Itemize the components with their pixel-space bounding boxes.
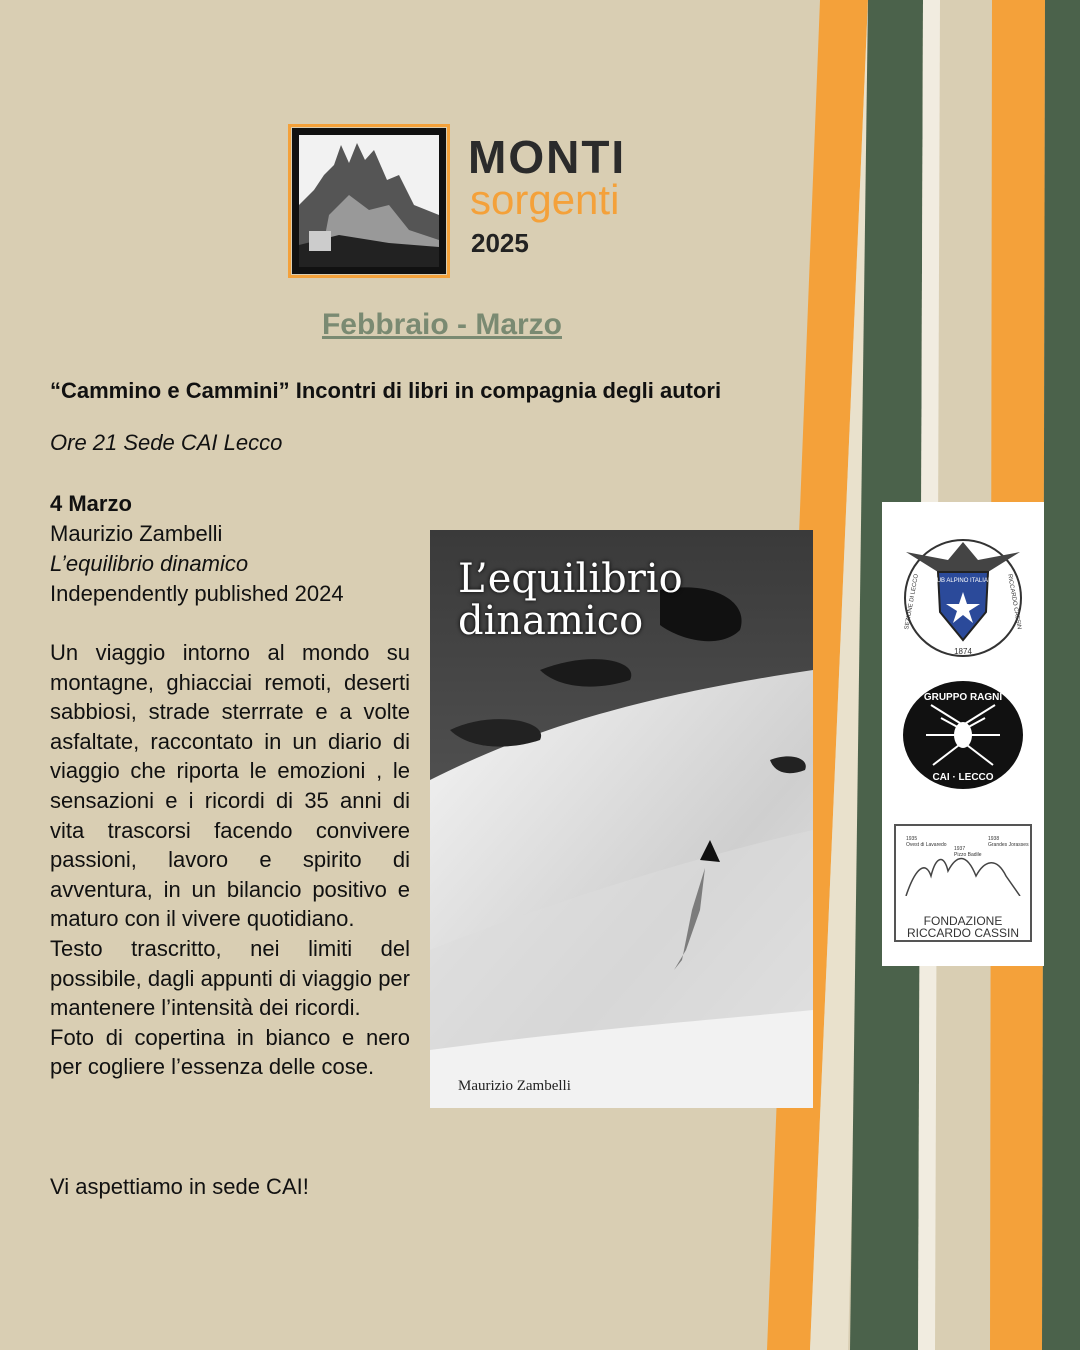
closing-message: Vi aspettiamo in sede CAI!	[50, 1174, 309, 1199]
cassin-peaks-drawing	[896, 826, 1030, 896]
logo-year: 2025	[471, 228, 529, 258]
cassin-line1: FONDAZIONE	[923, 914, 1003, 928]
cover-title-line: L’equilibrio	[458, 556, 683, 602]
period-heading: Febbraio - Marzo	[321, 308, 562, 341]
cover-title-line: dinamico	[458, 598, 644, 644]
cai-lecco-logo	[898, 532, 1028, 660]
description-paragraph: Un viaggio intorno al mondo su montagne, ghiacciai remoti, deserti sabbiosi, strade sterrrate e a volte asfaltate, raccontato in un diario di viaggio che riporta le emozioni , le sensazioni e i ricordi di 35 anni di vita trascorsi facendo convivere passioni, lavoro e spirito di avventura, in un bilancio positivo e maturo con il vivere quotidiano.	[50, 640, 410, 932]
cassin-year: 1938	[988, 836, 1000, 842]
cassin-year: 1935	[906, 836, 918, 842]
book-description	[50, 638, 410, 1082]
book-cover	[430, 530, 813, 1108]
cover-author: Maurizio Zambelli	[458, 1078, 571, 1094]
event-publisher: Independently published 2024	[50, 581, 344, 606]
event-book-title: L’equilibrio dinamico	[50, 551, 249, 576]
cover-title	[458, 558, 683, 642]
cai-year: 1874	[954, 647, 972, 656]
logo-subtitle: sorgenti	[470, 176, 620, 223]
event-info	[50, 489, 344, 609]
cai-left-arc: SEZIONE DI LECCO	[904, 573, 920, 631]
logo-mountain-image	[292, 128, 446, 274]
fondazione-cassin-logo	[894, 824, 1032, 942]
event-date: 4 Marzo	[50, 491, 132, 516]
cassin-peak: Grandes Jorasses	[988, 842, 1029, 848]
cai-band-text: CLUB ALPINO ITALIANO	[929, 578, 997, 584]
monti-sorgenti-logo	[288, 124, 668, 284]
cassin-line2: RICCARDO CASSIN	[906, 926, 1019, 940]
cassin-peak: Pizzo Badile	[954, 852, 982, 858]
cai-right-arc: RICCARDO CASSIN	[1006, 573, 1022, 630]
time-place: Ore 21 Sede CAI Lecco	[50, 430, 283, 455]
cassin-year: 1937	[954, 846, 966, 852]
event-author: Maurizio Zambelli	[50, 521, 223, 546]
description-paragraph: Foto di copertina in bianco e nero per cogliere l’essenza delle cose.	[50, 1024, 410, 1080]
description-paragraph: Testo trascritto, nei limiti del possibile, dagli appunti di viaggio per mantenere l’intensità dei ricordi.	[50, 935, 410, 1021]
cassin-peak: Ovest di Lavaredo	[906, 842, 947, 848]
ragni-top-text: GRUPPO RAGNI	[923, 692, 1003, 703]
event-series-headline: “Cammino e Cammini” Incontri di libri in compagnia degli autori	[50, 378, 722, 403]
gruppo-ragni-logo	[901, 680, 1025, 790]
sponsor-logos-panel	[882, 502, 1044, 966]
ragni-bottom-text: CAI · LECCO	[932, 772, 994, 783]
logo-title: MONTI	[468, 131, 627, 183]
